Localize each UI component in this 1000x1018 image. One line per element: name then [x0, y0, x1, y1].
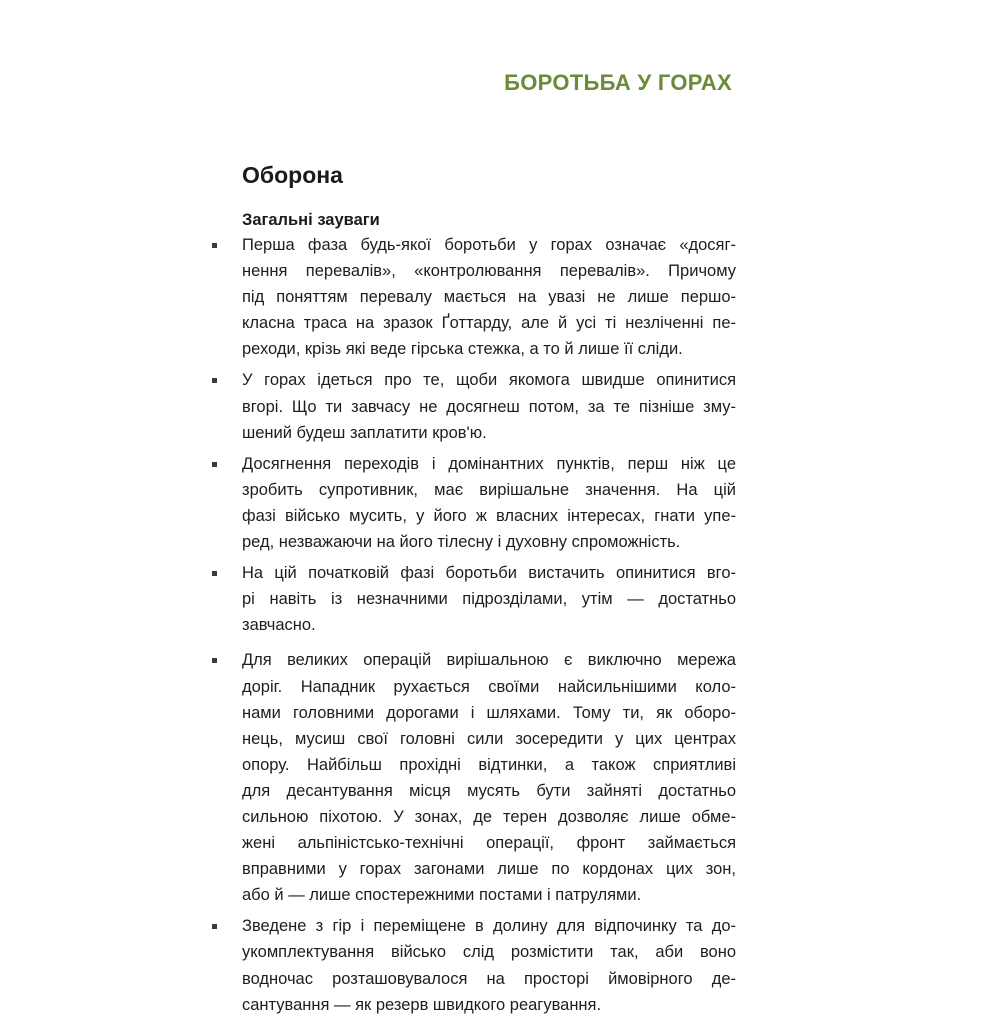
text-line: Для великих операцій вирішальною є виключно мережа: [242, 651, 736, 670]
subsection-title: Загальні зауваги: [242, 211, 380, 229]
text-line: вправними у горах загонами лише по кордонах цих зон,: [242, 860, 736, 879]
list-item: [0, 560, 1000, 638]
text-line: або й — лише спостережними постами і патрулями.: [242, 886, 642, 905]
text-line: нами головними дорогами і шляхами. Тому ти, як оборо-: [242, 703, 736, 722]
bullet-icon: [212, 571, 217, 576]
text-line: сантування — як резерв швидкого реагування.: [242, 995, 602, 1014]
text-line: для десантування місця мусять бути зайняті достатньо: [242, 781, 736, 800]
bullet-icon: [212, 658, 217, 663]
text-line: ред, незважаючи на його тілесну і духовну спроможність.: [242, 533, 681, 552]
bullet-icon: [212, 378, 217, 383]
bulleted-list: [0, 232, 1000, 1018]
text-line: Досягнення переходів і домінантних пунктів, перш ніж це: [242, 454, 736, 473]
text-line: рі навіть із незначними підрозділами, утім — достатньо: [242, 590, 736, 609]
list-item: [0, 451, 1000, 555]
text-line: доріг. Нападник рухається своїми найсильнішими коло-: [242, 677, 736, 696]
text-line: Перша фаза будь-якої боротьби у горах означає «досяг-: [242, 236, 736, 254]
running-head: БОРОТЬБА У ГОРАХ: [504, 70, 732, 95]
text-line: водночас розташовувалося на просторі ймовірного де-: [242, 969, 736, 988]
text-line: сильною піхотою. У зонах, де терен дозволяє лише обме-: [242, 807, 736, 826]
text-line: опору. Найбільш прохідні відтинки, а також сприятливі: [242, 755, 736, 774]
text-line: На цій початковій фазі боротьби вистачить опинитися вго-: [242, 564, 736, 583]
list-item: [0, 367, 1000, 445]
text-line: завчасно.: [242, 616, 316, 635]
bullet-icon: [212, 462, 217, 467]
text-line: укомплектування військо слід розмістити так, аби воно: [242, 943, 736, 962]
text-line: класна траса на зразок Ґоттарду, але й усі ті незліченні пе-: [242, 314, 736, 333]
text-line: У горах ідеться про те, щоби якомога швидше опинитися: [242, 371, 736, 390]
section-title: Оборона: [242, 162, 343, 188]
text-line: нець, мусиш свої головні сили зосередити у цих центрах: [242, 729, 736, 748]
bullet-icon: [212, 924, 217, 929]
text-line: фазі військо мусить, у його ж власних інтересах, гнати упе-: [242, 506, 736, 525]
text-line: жені альпіністсько-технічні операції, фронт займається: [242, 834, 736, 853]
text-line: шений будеш заплатити кров'ю.: [242, 423, 487, 442]
text-line: нення перевалів», «контролювання перевалів». Причому: [242, 262, 736, 281]
list-item: [0, 913, 1000, 1017]
text-line: Зведене з гір і переміщене в долину для відпочинку та до-: [242, 917, 736, 936]
text-line: під поняттям перевалу мається на увазі не лише першо-: [242, 288, 736, 307]
text-line: вгорі. Що ти завчасу не досягнеш потом, за те пізніше зму-: [242, 397, 736, 416]
text-line: реходи, крізь які веде гірська стежка, а то й лише її сліди.: [242, 340, 683, 359]
text-line: зробить супротивник, має вирішальне значення. На цій: [242, 480, 736, 499]
list-item: [0, 232, 1000, 362]
bullet-icon: [212, 243, 217, 248]
list-item: [0, 647, 1000, 908]
